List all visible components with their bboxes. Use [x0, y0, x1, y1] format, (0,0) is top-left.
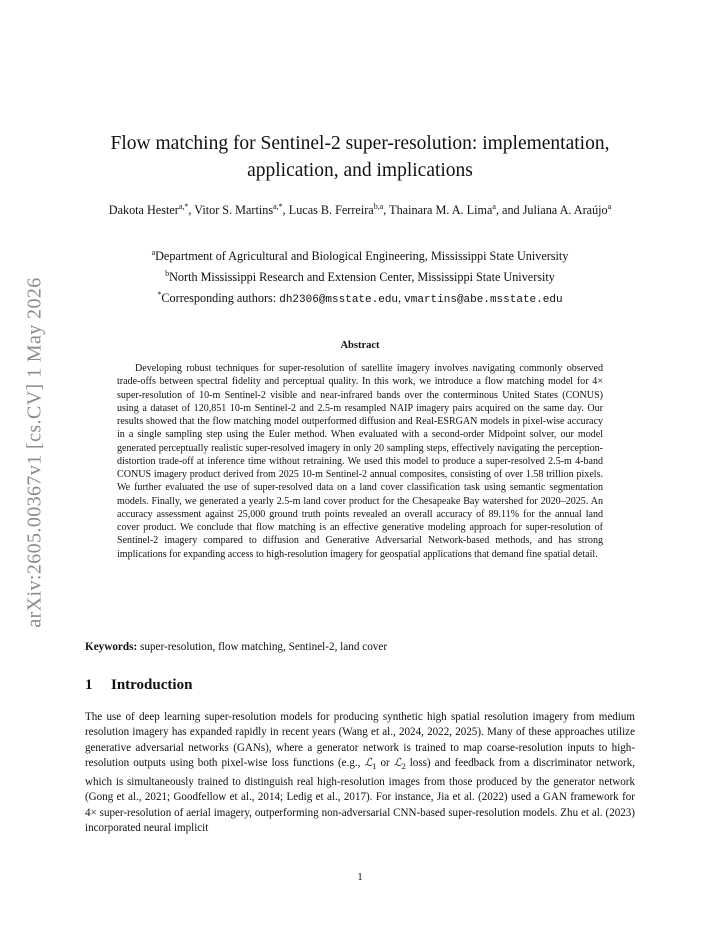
- corresponding-email-separator: ,: [398, 291, 405, 306]
- section-number: 1: [85, 677, 93, 693]
- corresponding-authors-line: [80, 286, 640, 309]
- intro-text-segment: ℒ: [393, 757, 402, 770]
- affiliation-line: [80, 265, 640, 286]
- intro-text-segment: 1: [372, 762, 377, 772]
- author-separator: ,: [383, 203, 390, 218]
- affiliation-mark: a: [151, 248, 156, 257]
- intro-text-segment: ℒ: [364, 757, 373, 770]
- author-separator: ,: [282, 203, 289, 218]
- keywords-line: [85, 640, 635, 654]
- intro-text-segment: 2: [401, 762, 406, 772]
- intro-text-segment: The use of deep learning super-resolution models for producing synthetic high spatial resolution imagery from medium resolution imagery has expanded rapidly in recent years (Wang et al., 2024, 2022, 2025). Many of these approaches utilize generative adversarial networks (GANs), where a generator network is trained to map coarse-resolution inputs to high-resolution outputs using both pixel-wise loss functions (e.g.,: [85, 711, 635, 770]
- corresponding-email-1[interactable]: dh2306@msstate.edu: [279, 294, 399, 307]
- introduction-paragraph: [85, 710, 635, 836]
- author-affiliation-marks: a: [492, 202, 496, 211]
- arxiv-identifier-text: arXiv:2605.00367v1 [cs.CV] 1 May 2026: [23, 277, 46, 628]
- author-name: Thainara M. A. Lima: [389, 203, 493, 218]
- abstract-heading: Abstract: [340, 340, 380, 351]
- affiliation-lines: [80, 244, 640, 286]
- affiliation-text: Department of Agricultural and Biological Engineering, Mississippi State University: [155, 249, 569, 264]
- affiliation-block: [80, 244, 640, 309]
- author-separator: ,: [188, 203, 195, 218]
- keywords-text: super-resolution, flow matching, Sentinel-2, land cover: [140, 641, 388, 653]
- author-separator: , and: [495, 203, 523, 218]
- author-affiliation-marks: a: [607, 202, 612, 211]
- keywords-label: Keywords:: [85, 641, 138, 653]
- author-name: Juliana A. Araújo: [522, 203, 608, 218]
- corresponding-email-2[interactable]: vmartins@abe.msstate.edu: [404, 294, 563, 307]
- section-heading-introduction: [85, 677, 192, 694]
- author-name: Dakota Hester: [108, 203, 179, 218]
- corresponding-label: Corresponding authors:: [161, 291, 280, 306]
- affiliation-line: [80, 244, 640, 265]
- paper-title: Flow matching for Sentinel-2 super-resolution: implementation, application, and implications: [110, 133, 610, 181]
- affiliation-mark: b: [165, 269, 170, 279]
- abstract-text: Developing robust techniques for super-resolution of satellite imagery involves navigating commonly observed trade-offs between spectral fidelity and perceptual quality. In this work, we introduce a flow matching model for 4× super-resolution of 10-m Sentinel-2 visible and near-infrared bands over the conterminous United States (CONUS) using a dataset of 120,851 10-m Sentinel-2 and 2.5-m resampled NAIP imagery pairs acquired on the same day. Our results showed that the flow matching model outperformed diffusion and Real-ESRGAN models in pixel-wise accuracy in a single sampling step using the Euler method. When evaluated with a second-order Midpoint solver, our model generated perceptually realistic super-resolved imagery in only 20 sampling steps, effectively navigating the perception-distortion trade-off at inference time without retraining. We used this model to produce a super-resolved 2.5-m 4-band CONUS imagery product derived from 2025 10-m Sentinel-2 annual composites, consisting of over 1.58 trillion pixels. We further evaluated the use of super-resolved data on a land cover classification task using semantic segmentation models. Finally, we generated a yearly 2.5-m land cover product for the Chesapeake Bay watershed for 2020–2025. An accuracy assessment against 25,000 ground truth points revealed an overall accuracy of 89.11% for the annual land cover product. We conclude that flow matching is an effective generative modeling approach for super-resolution of Sentinel-2 imagery compared to diffusion and Generative Adversarial Network-based methods, and has strong implications for expanding access to high-resolution imagery for geospatial applications that demand fine spatial detail.: [117, 363, 603, 560]
- intro-text-segment: loss) and feedback from a discriminator network, which is simultaneously trained to distinguish real high-resolution images from those produced by the generator network (Gong et al., 2021; Goodfellow et al., 2014; Ledig et al., 2017). For instance, Jia et al. (2022) used a GAN framework for 4× super-resolution of aerial imagery, outperforming non-adversarial CNN-based super-resolution models. Zhu et al. (2023) incorporated neural implicit: [85, 757, 635, 835]
- arxiv-identifier-stamp: [20, 260, 50, 645]
- author-list: [90, 198, 630, 219]
- author-affiliation-marks: b,a: [373, 202, 384, 211]
- corresponding-mark: *: [157, 290, 162, 300]
- author-affiliation-marks: a,*: [273, 202, 283, 211]
- intro-text-segment: or: [376, 757, 394, 770]
- section-title: Introduction: [111, 677, 193, 693]
- affiliation-text: North Mississippi Research and Extension Center, Mississippi State University: [169, 270, 555, 285]
- page-number: 1: [357, 871, 363, 883]
- author-name: Lucas B. Ferreira: [288, 203, 374, 218]
- author-affiliation-marks: a,*: [178, 202, 189, 211]
- author-name: Vitor S. Martins: [194, 203, 274, 218]
